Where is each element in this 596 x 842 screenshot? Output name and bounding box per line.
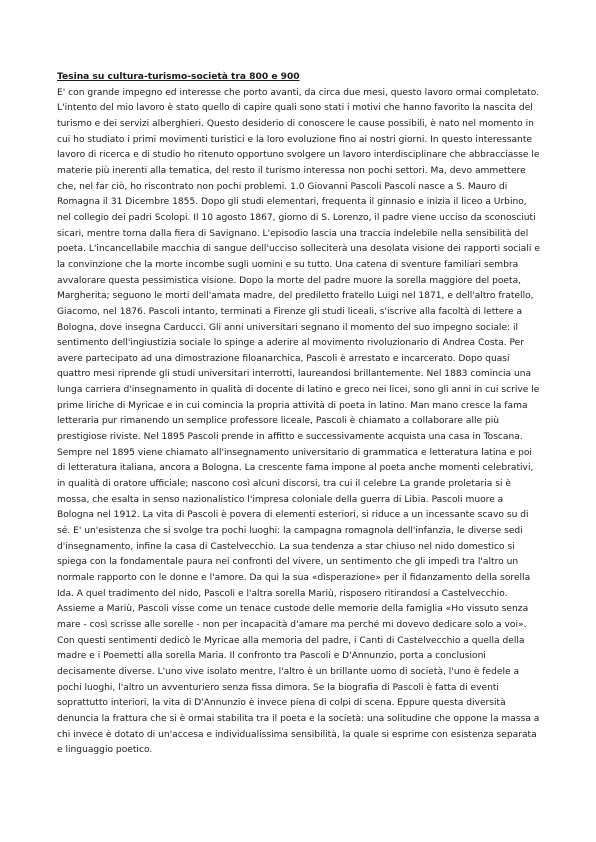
- document-content: [57, 70, 543, 759]
- document-title: Tesina su cultura-turismo-società tra 800 e 900: [57, 72, 300, 82]
- document-body: E' con grande impegno ed interesse che porto avanti, da circa due mesi, questo lavoro ormai completato. L'intento del mio lavoro è stato quello di capire quali sono stati i motivi che hanno favorito la nascita del turismo e dei servizi alberghieri. Questo desiderio di conoscere le cause possibili, è nato nel momento in cui ho studiato i primi movimenti turistici e la loro evoluzione fino ai nostri giorni. In questo interessante lavoro di ricerca e di studio ho ritenuto opportuno svolgere un lavoro interdisciplinare che abbracciasse le materie più inerenti alla tematica, del resto il turismo interessa non pochi settori. Ma, devo ammettere che, nel far ciò, ho riscontrato non pochi problemi. 1.0 Giovanni Pascoli Pascoli nasce a S. Mauro di Romagna il 31 Dicembre 1855. Dopo gli studi elementari, frequenta il ginnasio e inizia il liceo a Urbino, nel collegio dei padri Scolopi. Il 10 agosto 1867, giorno di S. Lorenzo, il padre viene ucciso da sconosciuti sicari, mentre torna dalla fiera di Savignano. L'episodio lascia una traccia indelebile nella sensibilità del poeta. L'incancellabile macchia di sangue dell'ucciso solleciterà una desolata visione dei rapporti sociali e la convinzione che la morte incombe sugli uomini e su tutto. Una catena di sventure familiari sembra avvalorare questa pessimistica visione. Dopo la morte del padre muore la sorella maggiore del poeta, Margherita; seguono le morti dell'amata madre, del prediletto fratello Luigi nel 1871, e dell'altro fratello, Giacomo, nel 1876. Pascoli intanto, terminati a Firenze gli studi liceali, s'iscrive alla facoltà di lettere a Bologna, dove insegna Carducci. Gli anni universitari segnano il momento del suo impegno sociale: il sentimento dell'ingiustizia sociale lo spinge a aderire al movimento rivoluzionario di Andrea Costa. Per avere partecipato ad una dimostrazione filoanarchica, Pascoli è arrestato e incarcerato. Dopo quasi quattro mesi riprende gli studi universitari interrotti, laureandosi brillantemente. Nel 1883 comincia una lunga carriera d'insegnamento in qualità di docente di latino e greco nei licei, sono gli anni in cui scrive le prime liriche di Myricae e in cui comincia la propria attività di poeta in latino. Man mano cresce la fama letteraria pur rimanendo un semplice professore liceale, Pascoli è chiamato a collaborare alle più prestigiose riviste. Nel 1895 Pascoli prende in affitto e successivamente acquista una casa in Toscana. Sempre nel 1895 viene chiamato all'insegnamento universitario di grammatica e letteratura latina e poi di letteratura italiana, ancora a Bologna. La crescente fama impone al poeta anche momenti celebrativi, in qualità di oratore ufficiale; nascono così alcuni discorsi, tra cui il celebre La grande proletaria si è mossa, che esalta in senso nazionalistico l'impresa coloniale della guerra di Libia. Pascoli muore a Bologna nel 1912. La vita di Pascoli è povera di elementi esteriori, si riduce a un incessante scavo su di sé. E' un'esistenza che si svolge tra pochi luoghi: la campagna romagnola dell'infanzia, le diverse sedi d'insegnamento, infine la casa di Castelvecchio. La sua tendenza a star chiuso nel nido domestico si spiega con la fondamentale paura nei confronti del vivere, un sentimento che gli impedì tra l'altro un normale rapporto con le donne e l'amore. Da qui la sua «disperazione» per il fidanzamento della sorella Ida. A quel tradimento del nido, Pascoli e l'altra sorella Mariù, risposero ritirandosi a Castelvecchio. Assieme a Mariù, Pascoli visse come un tenace custode delle memorie della famiglia «Ho vissuto senza mare - così scrisse alle sorelle - non per incapacità d'amare ma perché mi dovevo dedicare solo a voi». Con questi sentimenti dedicò le Myricae alla memoria del padre, i Canti di Castelvecchio a quella della madre e i Poemetti alla sorella Maria. Il confronto tra Pascoli e D'Annunzio, porta a conclusioni decisamente diverse. L'uno vive isolato mentre, l'altro è un brillante uomo di società, l'uno è fedele a pochi luoghi, l'altro un avventuriero senza fissa dimora. Se la biografia di Pascoli è fatta di eventi soprattutto interiori, la vita di D'Annunzio è invece piena di colpi di scena. Eppure questa diversità denuncia la frattura che si è ormai stabilita tra il poeta e la società: una solitudine che oppone la massa a chi invece è dotato di un'accesa e individualissima sensibilità, la quale si esprime con esistenza separata e linguaggio poetico.: [57, 87, 540, 756]
